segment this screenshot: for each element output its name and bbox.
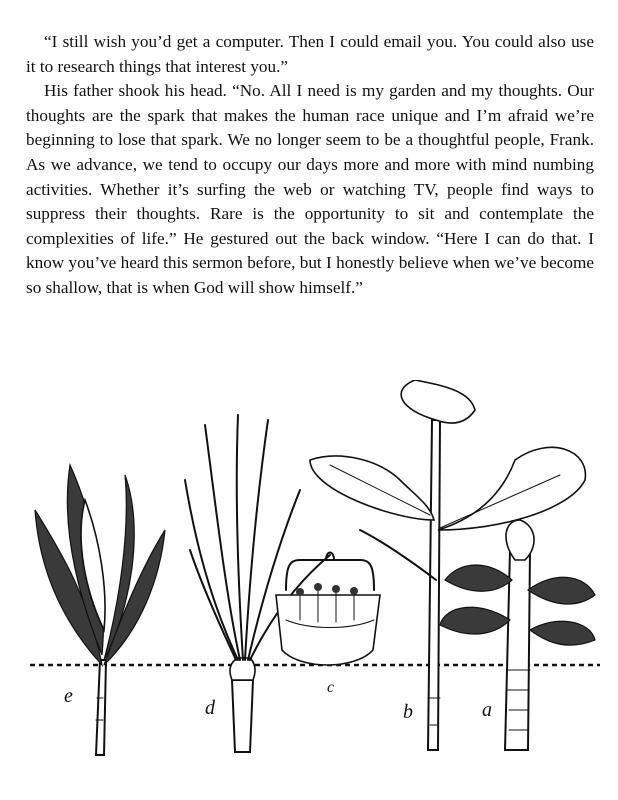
cutting-a [440, 520, 595, 750]
cutting-b [310, 380, 585, 750]
label-d: d [205, 697, 215, 719]
plant-cuttings-illustration [0, 380, 618, 800]
text-block [26, 30, 594, 301]
paragraph-1: “I still wish you’d get a computer. Then I could email you. You could also use it to research things that interest you.” [26, 32, 594, 76]
label-a: a [482, 699, 492, 721]
propagation-pot-c [276, 553, 380, 666]
cutting-e [35, 465, 165, 755]
label-b: b [403, 701, 413, 723]
label-c: c [327, 679, 335, 696]
label-e: e [64, 685, 73, 707]
paragraph-2: His father shook his head. “No. All I need is my garden and my thoughts. Our thoughts are the spark that makes the human race unique and I’m afraid we’re beginning to lose that spark. We no longer seem to be a thoughtful people, Frank. As we advance, we tend to occupy our days more and more with mind numbing activities. Whether it’s surfing the web or watching TV, people find ways to suppress their thoughts. Rare is the opportunity to sit and contemplate the complexities of life.” He gestured out the back window. “Here I can do that. I know you’ve heard this sermon before, but I honestly believe when we’ve become so shallow, that is when God will show himself.” [26, 81, 594, 297]
